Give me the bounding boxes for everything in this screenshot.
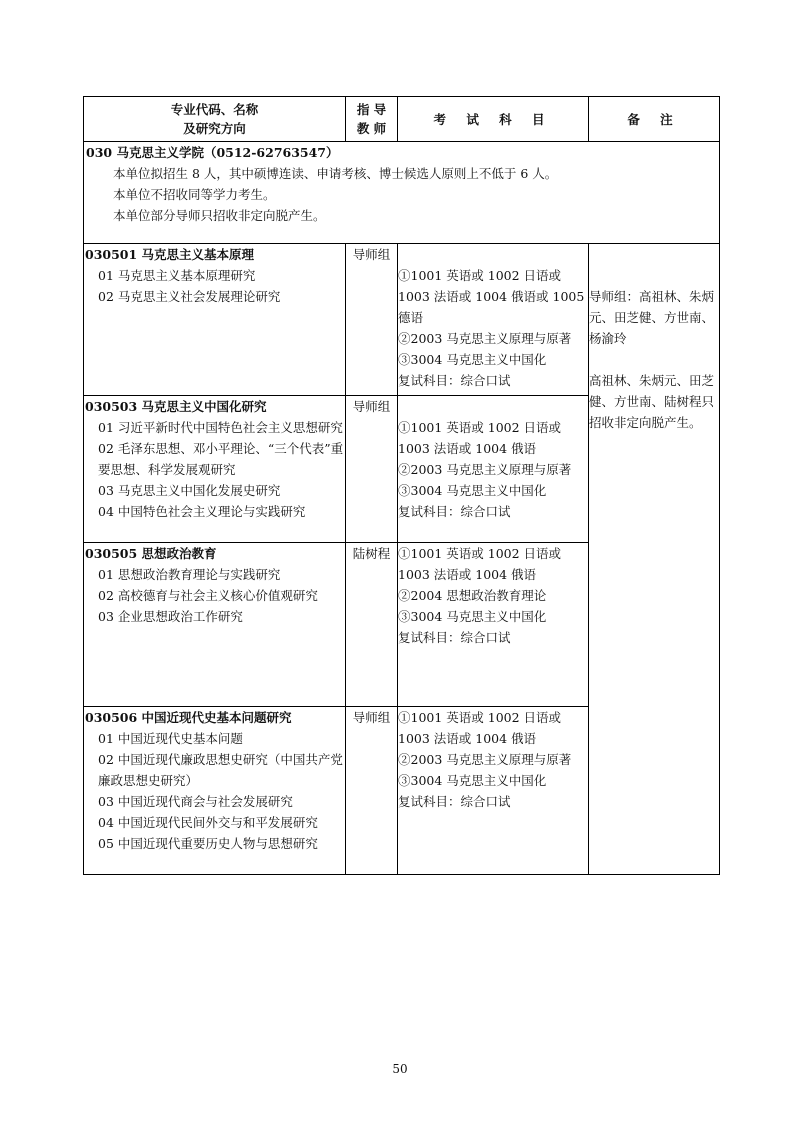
direction-item: 03 中国近现代商会与社会发展研究	[98, 794, 293, 809]
exam-cell	[398, 396, 589, 543]
exam-item: ②2004 思想政治教育理论	[398, 588, 547, 603]
exam-item: ①1001 英语或 1002 日语或 1003 法语或 1004 俄语	[398, 710, 562, 746]
header-col-advisor	[346, 97, 398, 142]
direction-item: 01 马克思主义基本原理研究	[98, 268, 256, 283]
advisor-cell	[346, 396, 398, 543]
school-title: 030 马克思主义学院（0512-62763547）	[86, 145, 339, 160]
advisor-cell	[346, 707, 398, 875]
header-col-exams: 考 试 科 目	[398, 97, 589, 142]
exam-item: 复试科目：综合口试	[398, 504, 511, 519]
program-row	[84, 244, 720, 396]
program-cell	[84, 244, 346, 396]
header-col-major-line1: 专业代码、名称	[170, 102, 259, 117]
program-table	[83, 96, 720, 875]
advisor-cell	[346, 543, 398, 707]
program-title: 030506 中国近现代史基本问题研究	[85, 710, 292, 725]
direction-item: 02 中国近现代廉政思想史研究（中国共产党廉政思想史研究）	[98, 752, 343, 788]
exam-item: ③3004 马克思主义中国化	[398, 773, 547, 788]
advisor-name: 导师组	[352, 247, 391, 262]
header-col-remarks: 备 注	[589, 97, 720, 142]
direction-item: 04 中国近现代民间外交与和平发展研究	[98, 815, 318, 830]
direction-item: 03 马克思主义中国化发展史研究	[98, 483, 281, 498]
header-col-major	[84, 97, 346, 142]
advisor-cell	[346, 244, 398, 396]
direction-item: 01 中国近现代史基本问题	[98, 731, 243, 746]
program-cell	[84, 543, 346, 707]
page-number: 50	[392, 1062, 408, 1076]
direction-item: 01 习近平新时代中国特色社会主义思想研究	[98, 420, 343, 435]
program-title: 030505 思想政治教育	[85, 546, 217, 561]
header-col-major-line2: 及研究方向	[183, 121, 246, 136]
exam-item: ②2003 马克思主义原理与原著	[398, 752, 572, 767]
advisor-name: 陆树程	[352, 546, 391, 561]
exam-item: 复试科目：综合口试	[398, 630, 511, 645]
header-row	[84, 97, 720, 142]
program-cell	[84, 396, 346, 543]
program-cell	[84, 707, 346, 875]
exam-item: ③3004 马克思主义中国化	[398, 352, 547, 367]
exam-cell	[398, 244, 589, 396]
exam-item: 复试科目：综合口试	[398, 794, 511, 809]
exam-item: ②2003 马克思主义原理与原著	[398, 331, 572, 346]
exam-item: ①1001 英语或 1002 日语或 1003 法语或 1004 俄语或 1005 德语	[398, 268, 585, 325]
school-note: 本单位不招收同等学力考生。	[113, 187, 276, 202]
exam-item: ②2003 马克思主义原理与原著	[398, 462, 572, 477]
school-note: 本单位拟招生 8 人，其中硕博连读、申请考核、博士候选人原则上不低于 6 人。	[113, 166, 558, 181]
remark-item: 导师组：高祖林、朱炳元、田芝健、方世南、杨渝玲	[589, 289, 715, 346]
exam-item: ③3004 马克思主义中国化	[398, 609, 547, 624]
school-note: 本单位部分导师只招收非定向脱产生。	[113, 208, 326, 223]
direction-item: 01 思想政治教育理论与实践研究	[98, 567, 281, 582]
exam-item: ③3004 马克思主义中国化	[398, 483, 547, 498]
exam-item: ①1001 英语或 1002 日语或 1003 法语或 1004 俄语	[398, 420, 562, 456]
program-title: 030501 马克思主义基本原理	[85, 247, 255, 262]
direction-item: 02 毛泽东思想、邓小平理论、“三个代表”重要思想、科学发展观研究	[98, 441, 344, 477]
direction-item: 03 企业思想政治工作研究	[98, 609, 243, 624]
direction-item: 02 马克思主义社会发展理论研究	[98, 289, 281, 304]
remark-item: 高祖林、朱炳元、田芝健、方世南、陆树程只招收非定向脱产生。	[589, 373, 715, 430]
direction-item: 04 中国特色社会主义理论与实践研究	[98, 504, 306, 519]
advisor-name: 导师组	[352, 399, 391, 414]
school-cell	[84, 142, 720, 244]
remarks-cell	[589, 244, 720, 875]
direction-item: 02 高校德育与社会主义核心价值观研究	[98, 588, 318, 603]
exam-cell	[398, 707, 589, 875]
header-col-advisor-line2: 教 师	[356, 121, 387, 136]
direction-item: 05 中国近现代重要历史人物与思想研究	[98, 836, 318, 851]
header-col-advisor-line1: 指 导	[356, 102, 387, 117]
exam-item: 复试科目：综合口试	[398, 373, 511, 388]
school-row	[84, 142, 720, 244]
exam-item: ①1001 英语或 1002 日语或 1003 法语或 1004 俄语	[398, 546, 562, 582]
advisor-name: 导师组	[352, 710, 391, 725]
program-title: 030503 马克思主义中国化研究	[85, 399, 267, 414]
exam-cell	[398, 543, 589, 707]
